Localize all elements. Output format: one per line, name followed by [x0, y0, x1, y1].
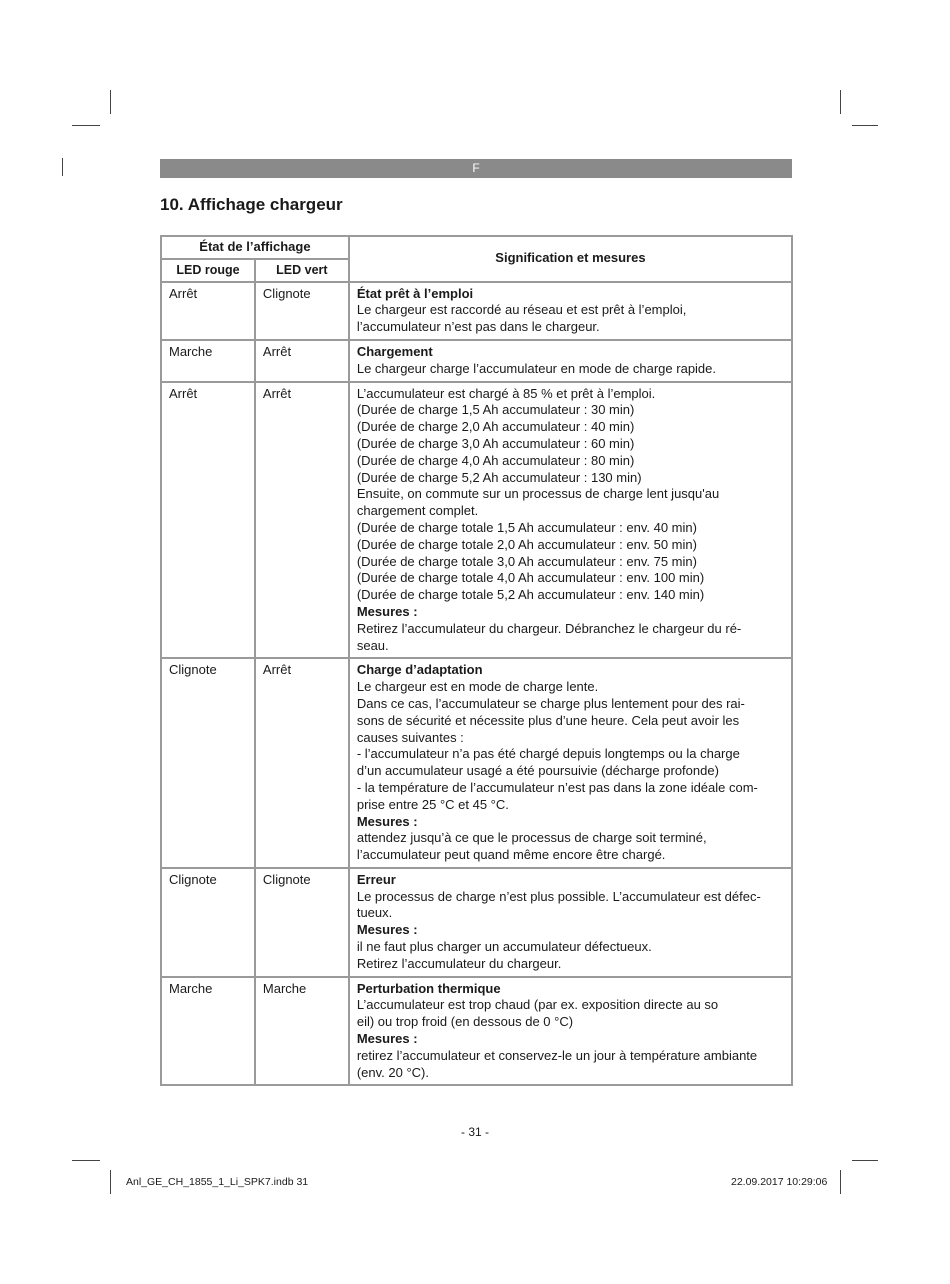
red-led-state: Marche — [161, 340, 255, 382]
meaning-line: Ensuite, on commute sur un processus de charge lent jusqu'au — [356, 486, 720, 502]
red-led-state: Arrêt — [161, 382, 255, 659]
red-led-state: Clignote — [161, 868, 255, 977]
red-led-header: LED rouge — [161, 259, 255, 282]
crop-mark — [110, 90, 111, 114]
charger-display-table — [160, 235, 793, 1086]
display-state-header: État de l’affichage — [161, 236, 349, 259]
crop-mark — [852, 125, 878, 126]
crop-mark — [110, 1170, 111, 1194]
meaning-line: (Durée de charge 2,0 Ah accumulateur : 40 min) — [356, 419, 635, 435]
meaning-line: - l’accumulateur n’a pas été chargé depuis longtemps ou la charge — [356, 746, 740, 762]
meaning-heading: Mesures : — [356, 922, 418, 938]
meaning-line: (Durée de charge 3,0 Ah accumulateur : 60 min) — [356, 435, 635, 451]
meaning-cell — [349, 282, 792, 340]
crop-mark — [72, 125, 100, 126]
meaning-heading: Charge d’adaptation — [356, 662, 483, 678]
meaning-line: causes suivantes : — [356, 729, 464, 745]
meaning-heading: Perturbation thermique — [356, 980, 501, 996]
red-led-state: Clignote — [161, 658, 255, 868]
meaning-line: tueux. — [356, 905, 393, 921]
meaning-line: (Durée de charge totale 4,0 Ah accumulateur : env. 100 min) — [356, 570, 705, 586]
meaning-cell — [349, 977, 792, 1086]
meaning-cell — [349, 658, 792, 868]
meaning-line: l’accumulateur peut quand même encore être chargé. — [356, 847, 666, 863]
meaning-line: eil) ou trop froid (en dessous de 0 °C) — [356, 1014, 574, 1030]
page-number: - 31 - — [460, 1125, 489, 1139]
green-led-state: Clignote — [255, 868, 349, 977]
footer-datetime: 22.09.2017 10:29:06 — [731, 1176, 828, 1188]
meaning-line: (Durée de charge totale 2,0 Ah accumulateur : env. 50 min) — [356, 536, 697, 552]
meaning-line: Le chargeur est en mode de charge lente. — [356, 679, 599, 695]
meaning-line: Le chargeur charge l’accumulateur en mode de charge rapide. — [356, 360, 717, 376]
meaning-heading: Erreur — [356, 871, 396, 887]
green-led-state: Clignote — [255, 282, 349, 340]
meaning-heading: Chargement — [356, 343, 433, 359]
green-led-state: Arrêt — [255, 382, 349, 659]
meaning-line: (Durée de charge totale 3,0 Ah accumulateur : env. 75 min) — [356, 553, 697, 569]
meaning-cell — [349, 382, 792, 659]
footer-filename: Anl_GE_CH_1855_1_Li_SPK7.indb 31 — [126, 1176, 309, 1188]
meaning-line: (env. 20 °C). — [356, 1064, 429, 1080]
table-row — [161, 868, 792, 977]
meaning-heading: Mesures : — [356, 813, 418, 829]
meaning-cell — [349, 340, 792, 382]
meaning-line: - la température de l’accumulateur n’est pas dans la zone idéale com- — [356, 779, 758, 795]
meaning-line: Le processus de charge n’est plus possible. L’accumulateur est défec- — [356, 888, 761, 904]
meaning-line: (Durée de charge 1,5 Ah accumulateur : 30 min) — [356, 402, 635, 418]
meaning-line: attendez jusqu’à ce que le processus de charge soit terminé, — [356, 830, 707, 846]
green-led-header: LED vert — [255, 259, 349, 282]
table-row — [161, 282, 792, 340]
meaning-line: (Durée de charge 4,0 Ah accumulateur : 80 min) — [356, 452, 635, 468]
meaning-line: seau. — [356, 637, 389, 653]
meaning-line: Dans ce cas, l’accumulateur se charge plus lentement pour des rai- — [356, 695, 745, 711]
meaning-line: (Durée de charge 5,2 Ah accumulateur : 130 min) — [356, 469, 642, 485]
meaning-line: l’accumulateur n’est pas dans le chargeur. — [356, 319, 600, 335]
meaning-line: il ne faut plus charger un accumulateur défectueux. — [356, 939, 652, 955]
crop-mark — [840, 90, 841, 114]
meaning-line: chargement complet. — [356, 503, 479, 519]
meaning-line: Retirez l’accumulateur du chargeur. Débranchez le chargeur du ré- — [356, 620, 742, 636]
meaning-line: Retirez l’accumulateur du chargeur. — [356, 955, 562, 971]
meaning-heading: Mesures : — [356, 1031, 418, 1047]
crop-mark — [840, 1170, 841, 1194]
meaning-line: retirez l’accumulateur et conservez-le un jour à température ambiante — [356, 1047, 758, 1063]
crop-mark — [62, 158, 63, 176]
green-led-state: Arrêt — [255, 658, 349, 868]
meaning-heading: État prêt à l’emploi — [356, 285, 474, 301]
meaning-line: L’accumulateur est trop chaud (par ex. exposition directe au so — [356, 997, 719, 1013]
table-row — [161, 340, 792, 382]
meaning-cell — [349, 868, 792, 977]
table-body — [161, 282, 792, 1086]
table-row — [161, 382, 792, 659]
green-led-state: Arrêt — [255, 340, 349, 382]
meaning-header: Signification et mesures — [349, 236, 792, 282]
meaning-heading: Mesures : — [356, 603, 418, 619]
red-led-state: Arrêt — [161, 282, 255, 340]
table-row — [161, 977, 792, 1086]
section-title: 10. Affichage chargeur — [160, 195, 343, 214]
table-row — [161, 658, 792, 868]
meaning-line: (Durée de charge totale 1,5 Ah accumulateur : env. 40 min) — [356, 519, 697, 535]
language-tab-bar: F — [160, 159, 792, 178]
meaning-line: prise entre 25 °C et 45 °C. — [356, 796, 509, 812]
meaning-line: sons de sécurité et nécessite plus d’une heure. Cela peut avoir les — [356, 712, 740, 728]
crop-mark — [852, 1160, 878, 1161]
meaning-line: Le chargeur est raccordé au réseau et est prêt à l’emploi, — [356, 302, 687, 318]
crop-mark — [72, 1160, 100, 1161]
red-led-state: Marche — [161, 977, 255, 1086]
green-led-state: Marche — [255, 977, 349, 1086]
meaning-line: d’un accumulateur usagé a été poursuivie (décharge profonde) — [356, 763, 719, 779]
meaning-line: L’accumulateur est chargé à 85 % et prêt à l’emploi. — [356, 385, 656, 401]
meaning-line: (Durée de charge totale 5,2 Ah accumulateur : env. 140 min) — [356, 587, 705, 603]
